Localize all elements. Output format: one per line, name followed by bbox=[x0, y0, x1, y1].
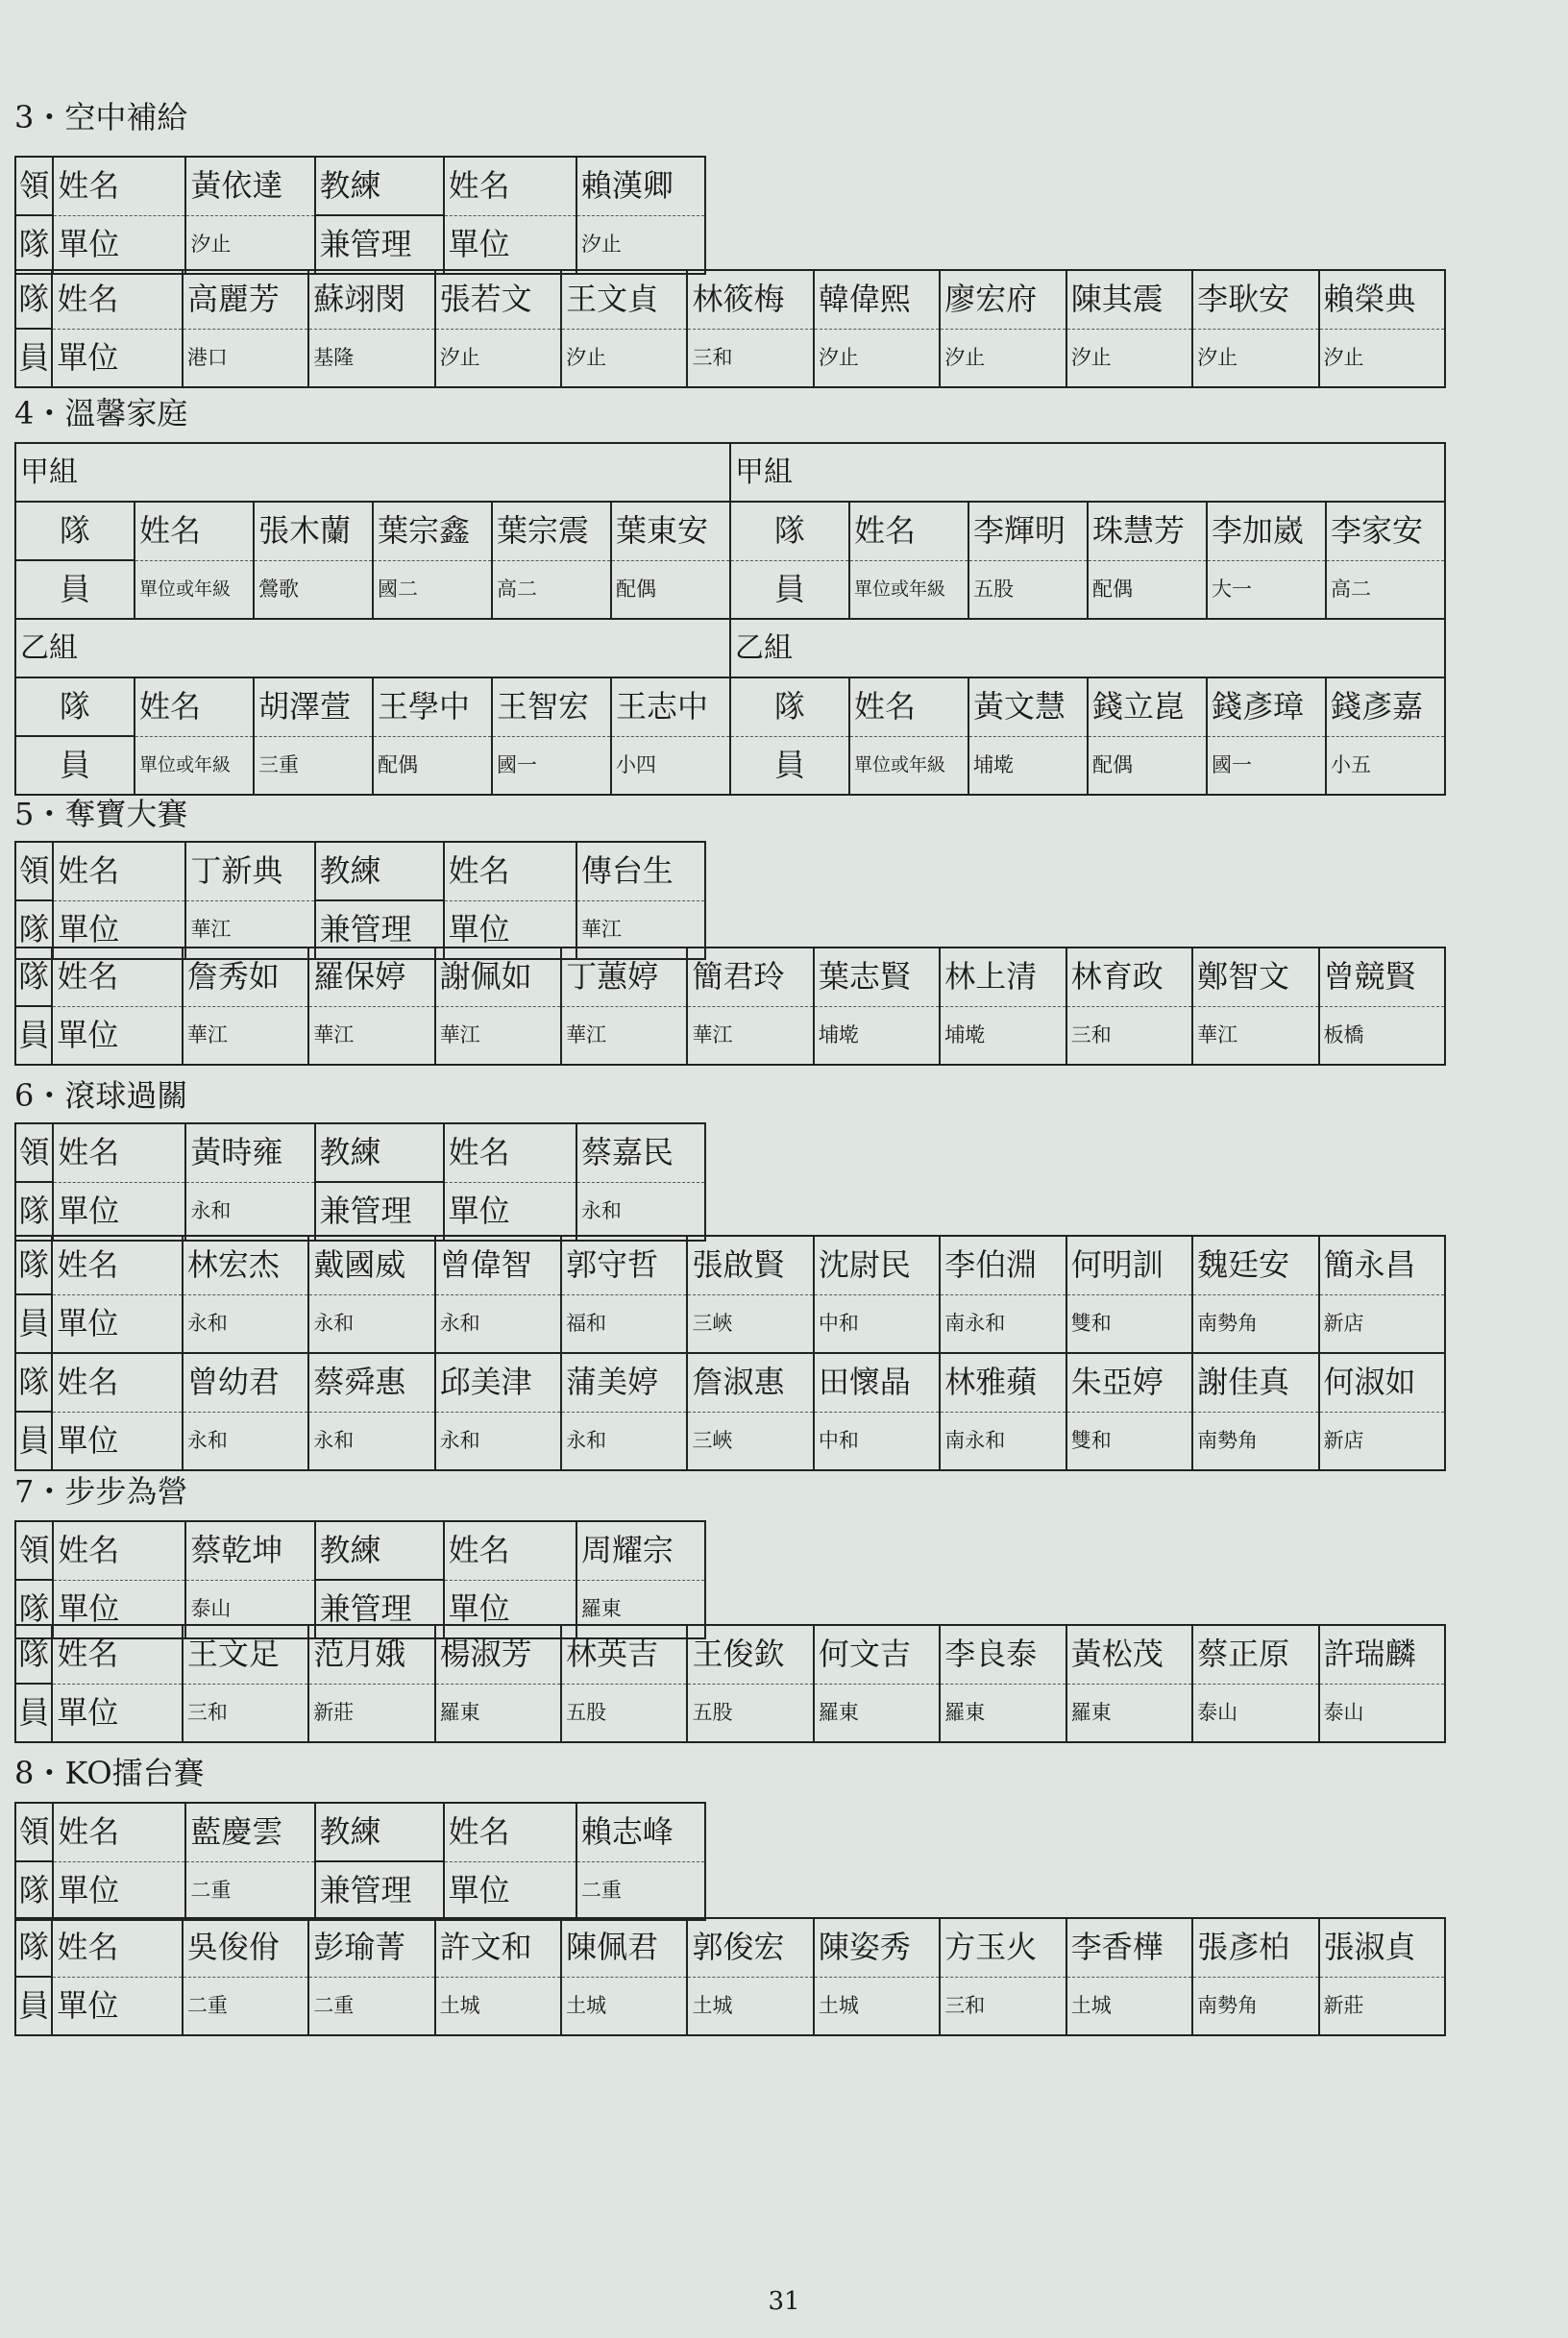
field-label: 姓名 bbox=[849, 677, 968, 736]
member-unit: 板橋 bbox=[1319, 1006, 1445, 1065]
role-label: 隊 bbox=[730, 502, 849, 560]
member-unit: 新莊 bbox=[1319, 1977, 1445, 2035]
member-unit: 高二 bbox=[1326, 560, 1445, 619]
role-label: 隊 bbox=[15, 1182, 53, 1241]
group-label: 乙組 bbox=[730, 619, 1445, 677]
leader-name: 傳台生 bbox=[576, 842, 705, 900]
member-name: 陳姿秀 bbox=[814, 1918, 940, 1977]
member-name: 陳佩君 bbox=[561, 1918, 687, 1977]
member-unit: 小四 bbox=[611, 736, 730, 795]
member-name: 陳其震 bbox=[1066, 270, 1192, 329]
leader-table bbox=[14, 1122, 706, 1242]
member-unit: 埔墘 bbox=[814, 1006, 940, 1065]
field-label: 單位 bbox=[52, 1006, 182, 1065]
role-label: 隊 bbox=[15, 1918, 52, 1977]
member-name: 王學中 bbox=[373, 677, 492, 736]
member-unit: 汐止 bbox=[561, 329, 687, 387]
member-name: 邱美津 bbox=[435, 1353, 561, 1412]
role-label: 員 bbox=[15, 1684, 52, 1742]
role-label: 隊 bbox=[15, 270, 52, 329]
member-name: 鄭智文 bbox=[1192, 948, 1318, 1006]
leader-name: 賴漢卿 bbox=[576, 157, 705, 215]
leader-name: 黃時雍 bbox=[185, 1123, 314, 1182]
section-title: 3・空中補給 bbox=[14, 99, 188, 135]
member-name: 簡君玲 bbox=[687, 948, 813, 1006]
member-name: 蔡正原 bbox=[1192, 1625, 1318, 1684]
field-label: 姓名 bbox=[52, 1236, 182, 1294]
member-unit: 土城 bbox=[687, 1977, 813, 2035]
member-name: 曾偉智 bbox=[435, 1236, 561, 1294]
member-table bbox=[14, 269, 1446, 388]
member-name: 葉宗震 bbox=[492, 502, 611, 560]
member-name: 李家安 bbox=[1326, 502, 1445, 560]
coach-label: 教練 bbox=[315, 157, 444, 215]
member-unit: 二重 bbox=[308, 1977, 434, 2035]
field-label: 姓名 bbox=[52, 1353, 182, 1412]
member-name: 詹秀如 bbox=[183, 948, 308, 1006]
section-title: 7・步步為營 bbox=[14, 1473, 188, 1510]
member-unit: 三和 bbox=[183, 1684, 308, 1742]
member-unit: 三和 bbox=[1066, 1006, 1192, 1065]
field-label: 單位 bbox=[53, 215, 185, 274]
coach-label: 教練 bbox=[315, 1803, 444, 1861]
member-unit: 土城 bbox=[435, 1977, 561, 2035]
field-label: 姓名 bbox=[53, 157, 185, 215]
member-unit: 國一 bbox=[492, 736, 611, 795]
member-unit: 配偶 bbox=[373, 736, 492, 795]
member-unit: 中和 bbox=[814, 1412, 940, 1470]
member-name: 張若文 bbox=[435, 270, 561, 329]
role-label: 領 bbox=[15, 157, 53, 215]
member-name: 張淑貞 bbox=[1319, 1918, 1445, 1977]
member-unit: 羅東 bbox=[814, 1684, 940, 1742]
member-name: 林育政 bbox=[1066, 948, 1192, 1006]
member-unit: 大一 bbox=[1207, 560, 1326, 619]
role-label: 員 bbox=[15, 1294, 52, 1353]
field-label: 單位 bbox=[52, 1412, 182, 1470]
field-label: 姓名 bbox=[135, 677, 254, 736]
field-label: 單位 bbox=[53, 900, 185, 959]
role-label: 隊 bbox=[15, 502, 135, 560]
member-name: 李香樺 bbox=[1066, 1918, 1192, 1977]
member-name: 謝佳真 bbox=[1192, 1353, 1318, 1412]
member-name: 林英吉 bbox=[561, 1625, 687, 1684]
leader-table bbox=[14, 156, 706, 275]
member-unit: 小五 bbox=[1326, 736, 1445, 795]
role-label: 隊 bbox=[15, 1236, 52, 1294]
manager-label: 兼管理 bbox=[315, 1580, 444, 1638]
member-unit: 雙和 bbox=[1066, 1294, 1192, 1353]
leader-name: 黃依達 bbox=[185, 157, 314, 215]
member-name: 李耿安 bbox=[1192, 270, 1318, 329]
member-unit: 汐止 bbox=[814, 329, 940, 387]
field-label: 單位 bbox=[444, 1861, 576, 1920]
member-unit: 三和 bbox=[940, 1977, 1066, 2035]
member-name: 何明訓 bbox=[1066, 1236, 1192, 1294]
leader-unit: 汐止 bbox=[576, 215, 705, 274]
member-name: 張彥柏 bbox=[1192, 1918, 1318, 1977]
member-name: 李良泰 bbox=[940, 1625, 1066, 1684]
member-unit: 鶯歌 bbox=[254, 560, 373, 619]
member-name: 丁蕙婷 bbox=[561, 948, 687, 1006]
member-unit: 五股 bbox=[968, 560, 1088, 619]
manager-label: 兼管理 bbox=[315, 900, 444, 959]
role-label: 隊 bbox=[730, 677, 849, 736]
field-label: 單位 bbox=[444, 1182, 576, 1241]
coach-label: 教練 bbox=[315, 1521, 444, 1580]
section-title: 8・KO擂台賽 bbox=[14, 1755, 205, 1791]
member-name: 謝佩如 bbox=[435, 948, 561, 1006]
field-label: 姓名 bbox=[444, 1123, 576, 1182]
member-unit: 南勢角 bbox=[1192, 1977, 1318, 2035]
role-label: 員 bbox=[15, 560, 135, 619]
field-label: 姓名 bbox=[52, 948, 182, 1006]
member-name: 王文足 bbox=[183, 1625, 308, 1684]
member-unit: 南勢角 bbox=[1192, 1294, 1318, 1353]
member-unit: 泰山 bbox=[1192, 1684, 1318, 1742]
field-label: 姓名 bbox=[444, 1521, 576, 1580]
leader-name: 蔡嘉民 bbox=[576, 1123, 705, 1182]
coach-label: 教練 bbox=[315, 1123, 444, 1182]
member-unit: 配偶 bbox=[1088, 560, 1207, 619]
leader-table bbox=[14, 1802, 706, 1921]
field-label: 單位 bbox=[444, 1580, 576, 1638]
field-label: 單位 bbox=[52, 1294, 182, 1353]
member-unit: 基隆 bbox=[308, 329, 434, 387]
member-name: 錢彥嘉 bbox=[1326, 677, 1445, 736]
field-label: 單位 bbox=[52, 329, 182, 387]
member-unit: 華江 bbox=[1192, 1006, 1318, 1065]
section-title: 6・滾球過關 bbox=[14, 1077, 188, 1114]
member-name: 朱亞婷 bbox=[1066, 1353, 1192, 1412]
member-unit: 土城 bbox=[1066, 1977, 1192, 2035]
member-unit: 汐止 bbox=[1319, 329, 1445, 387]
member-name: 郭守哲 bbox=[561, 1236, 687, 1294]
member-unit: 羅東 bbox=[940, 1684, 1066, 1742]
member-name: 楊淑芳 bbox=[435, 1625, 561, 1684]
field-label: 姓名 bbox=[52, 270, 182, 329]
leader-unit: 羅東 bbox=[576, 1580, 705, 1638]
member-table bbox=[14, 1624, 1446, 1743]
member-unit: 埔墘 bbox=[940, 1006, 1066, 1065]
leader-unit: 永和 bbox=[576, 1182, 705, 1241]
member-name: 黃松茂 bbox=[1066, 1625, 1192, 1684]
member-unit: 五股 bbox=[687, 1684, 813, 1742]
role-label: 隊 bbox=[15, 1580, 53, 1638]
member-unit: 埔墘 bbox=[968, 736, 1088, 795]
member-name: 林雅蘋 bbox=[940, 1353, 1066, 1412]
member-name: 珠慧芳 bbox=[1088, 502, 1207, 560]
member-unit: 高二 bbox=[492, 560, 611, 619]
coach-label: 教練 bbox=[315, 842, 444, 900]
group-label: 乙組 bbox=[15, 619, 730, 677]
manager-label: 兼管理 bbox=[315, 1861, 444, 1920]
role-label: 員 bbox=[730, 736, 849, 795]
leader-table bbox=[14, 841, 706, 960]
field-label: 單位 bbox=[53, 1580, 185, 1638]
member-name: 葉宗鑫 bbox=[373, 502, 492, 560]
member-unit: 三峽 bbox=[687, 1412, 813, 1470]
member-unit: 南永和 bbox=[940, 1412, 1066, 1470]
role-label: 隊 bbox=[15, 1861, 53, 1920]
member-name: 何文吉 bbox=[814, 1625, 940, 1684]
member-unit: 五股 bbox=[561, 1684, 687, 1742]
member-unit: 汐止 bbox=[1066, 329, 1192, 387]
member-name: 王俊欽 bbox=[687, 1625, 813, 1684]
member-unit: 新莊 bbox=[308, 1684, 434, 1742]
member-name: 葉東安 bbox=[611, 502, 730, 560]
member-name: 許文和 bbox=[435, 1918, 561, 1977]
member-unit: 雙和 bbox=[1066, 1412, 1192, 1470]
field-label: 單位 bbox=[53, 1861, 185, 1920]
member-unit: 福和 bbox=[561, 1294, 687, 1353]
member-unit: 南永和 bbox=[940, 1294, 1066, 1353]
member-table bbox=[14, 947, 1446, 1066]
member-unit: 三峽 bbox=[687, 1294, 813, 1353]
family-table bbox=[14, 442, 1446, 796]
role-label: 員 bbox=[15, 329, 52, 387]
member-name: 曾幼君 bbox=[183, 1353, 308, 1412]
member-unit: 中和 bbox=[814, 1294, 940, 1353]
member-unit: 土城 bbox=[814, 1977, 940, 2035]
role-label: 領 bbox=[15, 1803, 53, 1861]
member-unit: 二重 bbox=[183, 1977, 308, 2035]
role-label: 隊 bbox=[15, 1353, 52, 1412]
member-name: 王志中 bbox=[611, 677, 730, 736]
leader-unit: 華江 bbox=[185, 900, 314, 959]
member-name: 錢立崑 bbox=[1088, 677, 1207, 736]
member-name: 簡永昌 bbox=[1319, 1236, 1445, 1294]
member-unit: 土城 bbox=[561, 1977, 687, 2035]
section-title: 4・溫馨家庭 bbox=[14, 395, 188, 431]
member-unit: 泰山 bbox=[1319, 1684, 1445, 1742]
member-name: 林上清 bbox=[940, 948, 1066, 1006]
leader-unit: 汐止 bbox=[185, 215, 314, 274]
manager-label: 兼管理 bbox=[315, 215, 444, 274]
role-label: 員 bbox=[15, 1412, 52, 1470]
member-unit: 永和 bbox=[183, 1412, 308, 1470]
member-unit: 永和 bbox=[308, 1412, 434, 1470]
member-name: 吳俊佾 bbox=[183, 1918, 308, 1977]
role-label: 員 bbox=[15, 1977, 52, 2035]
role-label: 隊 bbox=[15, 900, 53, 959]
member-unit: 羅東 bbox=[1066, 1684, 1192, 1742]
member-name: 林宏杰 bbox=[183, 1236, 308, 1294]
field-label: 姓名 bbox=[135, 502, 254, 560]
member-name: 沈尉民 bbox=[814, 1236, 940, 1294]
role-label: 領 bbox=[15, 1123, 53, 1182]
member-unit: 永和 bbox=[561, 1412, 687, 1470]
member-unit: 華江 bbox=[308, 1006, 434, 1065]
group-label: 甲組 bbox=[15, 443, 730, 502]
member-unit: 南勢角 bbox=[1192, 1412, 1318, 1470]
section-title: 5・奪寶大賽 bbox=[14, 796, 188, 832]
member-unit: 汐止 bbox=[435, 329, 561, 387]
member-unit: 汐止 bbox=[940, 329, 1066, 387]
member-name: 戴國威 bbox=[308, 1236, 434, 1294]
member-name: 高麗芳 bbox=[183, 270, 308, 329]
role-label: 員 bbox=[15, 1006, 52, 1065]
leader-name: 賴志峰 bbox=[576, 1803, 705, 1861]
member-name: 蔡舜惠 bbox=[308, 1353, 434, 1412]
member-unit: 港口 bbox=[183, 329, 308, 387]
field-label: 姓名 bbox=[53, 1521, 185, 1580]
member-name: 田懷晶 bbox=[814, 1353, 940, 1412]
field-label: 單位或年級 bbox=[849, 560, 968, 619]
leader-unit: 泰山 bbox=[185, 1580, 314, 1638]
leader-unit: 華江 bbox=[576, 900, 705, 959]
member-name: 羅保婷 bbox=[308, 948, 434, 1006]
member-unit: 永和 bbox=[435, 1294, 561, 1353]
field-label: 單位 bbox=[52, 1684, 182, 1742]
member-name: 李輝明 bbox=[968, 502, 1088, 560]
member-name: 方玉火 bbox=[940, 1918, 1066, 1977]
field-label: 姓名 bbox=[444, 1803, 576, 1861]
member-name: 葉志賢 bbox=[814, 948, 940, 1006]
field-label: 單位或年級 bbox=[135, 560, 254, 619]
member-name: 張啟賢 bbox=[687, 1236, 813, 1294]
leader-name: 藍慶雲 bbox=[185, 1803, 314, 1861]
member-name: 蒲美婷 bbox=[561, 1353, 687, 1412]
member-table bbox=[14, 1917, 1446, 2036]
page-number: 31 bbox=[768, 2287, 800, 2316]
field-label: 姓名 bbox=[53, 1803, 185, 1861]
field-label: 單位或年級 bbox=[135, 736, 254, 795]
member-name: 張木蘭 bbox=[254, 502, 373, 560]
member-unit: 新店 bbox=[1319, 1412, 1445, 1470]
field-label: 姓名 bbox=[53, 1123, 185, 1182]
role-label: 員 bbox=[15, 736, 135, 795]
member-name: 黃文慧 bbox=[968, 677, 1088, 736]
field-label: 姓名 bbox=[849, 502, 968, 560]
member-name: 蘇翊閔 bbox=[308, 270, 434, 329]
leader-name: 丁新典 bbox=[185, 842, 314, 900]
member-unit: 汐止 bbox=[1192, 329, 1318, 387]
leader-name: 周耀宗 bbox=[576, 1521, 705, 1580]
member-unit: 三和 bbox=[687, 329, 813, 387]
member-name: 詹淑惠 bbox=[687, 1353, 813, 1412]
field-label: 單位 bbox=[52, 1977, 182, 2035]
member-unit: 國二 bbox=[373, 560, 492, 619]
member-unit: 羅東 bbox=[435, 1684, 561, 1742]
member-name: 李加崴 bbox=[1207, 502, 1326, 560]
role-label: 領 bbox=[15, 842, 53, 900]
member-name: 魏廷安 bbox=[1192, 1236, 1318, 1294]
leader-unit: 二重 bbox=[185, 1861, 314, 1920]
role-label: 隊 bbox=[15, 215, 53, 274]
field-label: 姓名 bbox=[52, 1918, 182, 1977]
member-name: 胡澤萱 bbox=[254, 677, 373, 736]
member-unit: 永和 bbox=[183, 1294, 308, 1353]
member-unit: 配偶 bbox=[1088, 736, 1207, 795]
leader-unit: 二重 bbox=[576, 1861, 705, 1920]
member-unit: 國一 bbox=[1207, 736, 1326, 795]
role-label: 隊 bbox=[15, 948, 52, 1006]
member-unit: 華江 bbox=[435, 1006, 561, 1065]
member-name: 何淑如 bbox=[1319, 1353, 1445, 1412]
member-name: 李伯淵 bbox=[940, 1236, 1066, 1294]
member-name: 許瑞麟 bbox=[1319, 1625, 1445, 1684]
member-unit: 配偶 bbox=[611, 560, 730, 619]
member-unit: 華江 bbox=[183, 1006, 308, 1065]
member-name: 彭瑜菁 bbox=[308, 1918, 434, 1977]
leader-table bbox=[14, 1520, 706, 1639]
member-unit: 新店 bbox=[1319, 1294, 1445, 1353]
member-name: 郭俊宏 bbox=[687, 1918, 813, 1977]
member-unit: 永和 bbox=[308, 1294, 434, 1353]
member-name: 賴榮典 bbox=[1319, 270, 1445, 329]
member-unit: 華江 bbox=[687, 1006, 813, 1065]
field-label: 單位或年級 bbox=[849, 736, 968, 795]
role-label: 員 bbox=[730, 560, 849, 619]
group-label: 甲組 bbox=[730, 443, 1445, 502]
field-label: 姓名 bbox=[444, 157, 576, 215]
member-name: 廖宏府 bbox=[940, 270, 1066, 329]
member-name: 范月娥 bbox=[308, 1625, 434, 1684]
role-label: 領 bbox=[15, 1521, 53, 1580]
member-name: 錢彥璋 bbox=[1207, 677, 1326, 736]
role-label: 隊 bbox=[15, 677, 135, 736]
member-name: 王智宏 bbox=[492, 677, 611, 736]
member-name: 林筱梅 bbox=[687, 270, 813, 329]
member-name: 王文貞 bbox=[561, 270, 687, 329]
field-label: 姓名 bbox=[52, 1625, 182, 1684]
role-label: 隊 bbox=[15, 1625, 52, 1684]
member-unit: 永和 bbox=[435, 1412, 561, 1470]
leader-unit: 永和 bbox=[185, 1182, 314, 1241]
member-name: 曾競賢 bbox=[1319, 948, 1445, 1006]
member-table bbox=[14, 1235, 1446, 1471]
member-name: 韓偉熙 bbox=[814, 270, 940, 329]
field-label: 姓名 bbox=[444, 842, 576, 900]
member-unit: 三重 bbox=[254, 736, 373, 795]
leader-name: 蔡乾坤 bbox=[185, 1521, 314, 1580]
member-unit: 華江 bbox=[561, 1006, 687, 1065]
manager-label: 兼管理 bbox=[315, 1182, 444, 1241]
field-label: 單位 bbox=[53, 1182, 185, 1241]
field-label: 姓名 bbox=[53, 842, 185, 900]
field-label: 單位 bbox=[444, 900, 576, 959]
field-label: 單位 bbox=[444, 215, 576, 274]
